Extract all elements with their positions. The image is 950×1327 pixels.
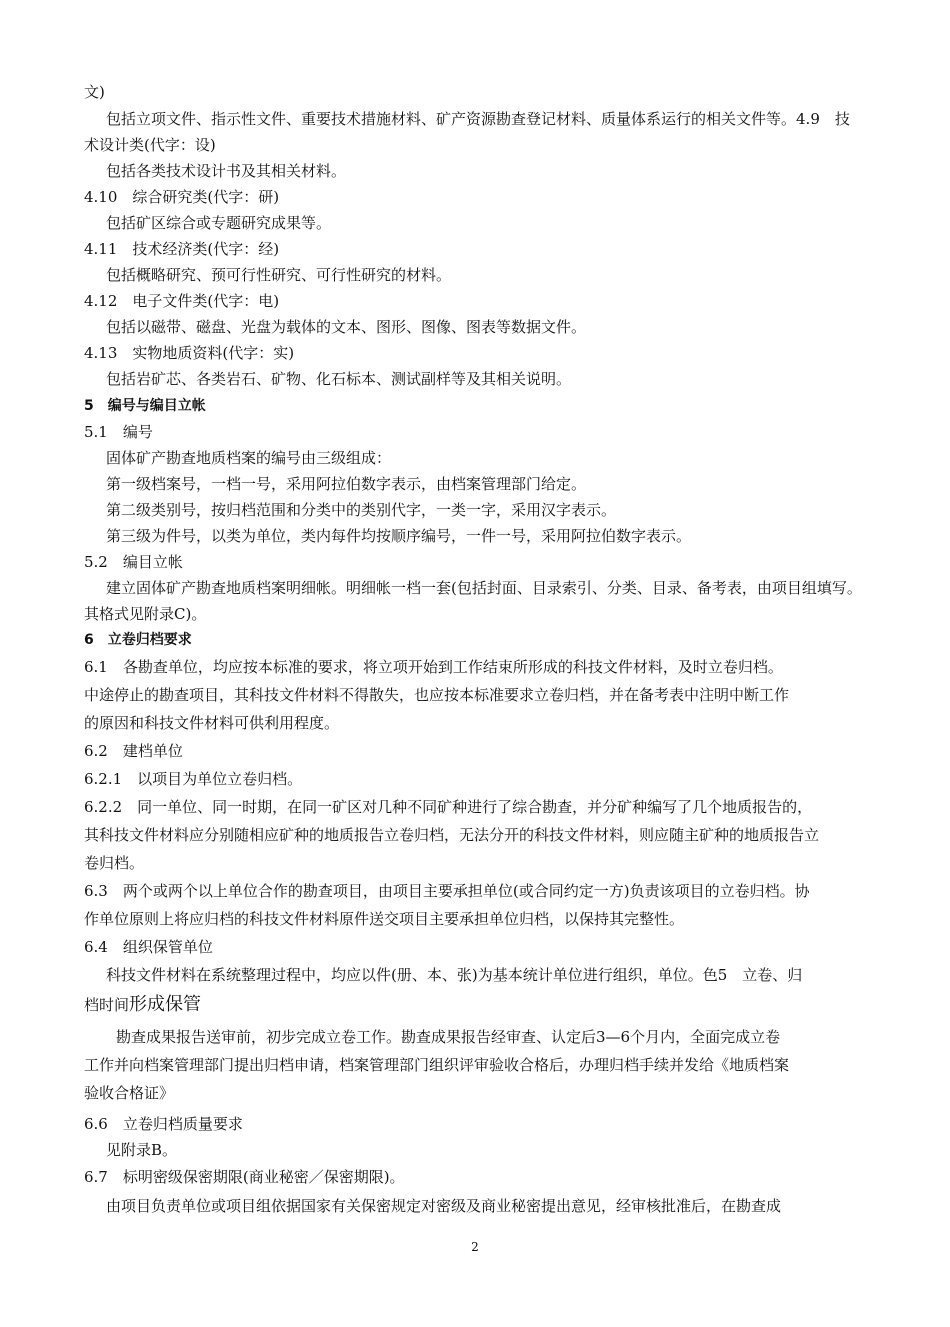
section-heading: 6.7 标明密级保密期限(商业秘密／保密期限)。 [84,1168,405,1186]
text-line: 固体矿产勘查地质档案的编号由三级组成： [106,449,392,467]
section-heading: 6.2 建档单位 [84,742,183,760]
section-heading: 5.2 编目立帐 [84,553,183,571]
section-heading: 5.1 编号 [84,423,153,441]
text-line: 6.2.2 同一单位、同一时期，在同一矿区对几种不同矿种进行了综合勘查，并分矿种编写了几个地质报告的， [84,798,813,816]
text-line: 包括立项文件、指示性文件、重要技术措施材料、矿产资源勘查登记材料、质量体系运行的相关文件等。4.9 技 [106,110,850,128]
text-line: 6.3 两个或两个以上单位合作的勘查项目，由项目主要承担单位(或合同约定一方)负责该项目的立卷归档。协 [84,882,810,900]
text-line: 验收合格证》 [84,1084,175,1102]
text-line: 其格式见附录C)。 [84,605,207,623]
text-line: 建立固体矿产勘查地质档案明细帐。明细帐一档一套(包括封面、目录索引、分类、目录、备考表，由项目组填写。 [106,579,862,597]
page-number: 2 [471,1240,479,1254]
text-line: 文) [84,83,105,101]
text-line: 作单位原则上将应归档的科技文件材料原件送交项目主要承担单位归档，以保持其完整性。 [84,910,685,928]
chapter-heading: 5 编号与编目立帐 [84,398,206,414]
text-line: 6.2.1 以项目为单位立卷归档。 [84,770,303,788]
section-heading: 4.13 实物地质资料(代字：实) [84,344,295,362]
text-line: 卷归档。 [84,854,145,872]
text-line: 包括矿区综合或专题研究成果等。 [106,214,332,232]
text-line: 由项目负责单位或项目组依据国家有关保密规定对密级及商业秘密提出意见，经审核批准后，在勘查成 [106,1197,782,1215]
text-line: 第二级类别号，按归档范围和分类中的类别代字，一类一字，采用汉字表示。 [106,501,617,519]
section-heading: 6.6 立卷归档质量要求 [84,1115,243,1133]
text-line: 的原因和科技文件材料可供利用程度。 [84,714,340,732]
text-line: 勘查成果报告送审前，初步完成立卷工作。勘查成果报告经审查、认定后3—6个月内，全面完成立卷 [116,1028,781,1046]
text-line: 包括以磁带、磁盘、光盘为载体的文本、图形、图像、图表等数据文件。 [106,318,587,336]
text-fragment-large: 形成保管 [129,994,202,1015]
text-line-mixed [84,995,201,1015]
text-line: 包括岩矿芯、各类岩石、矿物、化石标本、测试副样等及其相关说明。 [106,370,572,388]
text-line: 6.1 各勘查单位，均应按本标准的要求，将立项开始到工作结束所形成的科技文件材料，及时立卷归档。 [84,658,783,676]
text-line: 中途停止的勘查项目，其科技文件材料不得散失，也应按本标准要求立卷归档，并在备考表中注明中断工作 [84,686,790,704]
text-line: 包括概略研究、预可行性研究、可行性研究的材料。 [106,266,452,284]
chapter-heading: 6 立卷归档要求 [84,632,192,648]
text-line: 第三级为件号，以类为单位，类内每件均按顺序编号，一件一号，采用阿拉伯数字表示。 [106,527,692,545]
text-line: 第一级档案号，一档一号，采用阿拉伯数字表示，由档案管理部门给定。 [106,475,587,493]
section-heading: 4.12 电子文件类(代字：电) [84,292,280,310]
text-line: 工作并向档案管理部门提出归档申请，档案管理部门组织评审验收合格后，办理归档手续并发给《地质档案 [84,1056,790,1074]
text-line: 科技文件材料在系统整理过程中，均应以件(册、本、张)为基本统计单位进行组织，单位。色5 立卷、归 [106,966,803,984]
section-heading: 6.4 组织保管单位 [84,938,213,956]
text-fragment: 档时间 [84,996,130,1014]
section-heading: 4.11 技术经济类(代字：经) [84,240,280,258]
text-line: 见附录B。 [106,1141,178,1159]
text-line: 术设计类(代字：设) [84,136,216,154]
text-line: 包括各类技术设计书及其相关材料。 [106,162,347,180]
text-line: 其科技文件材料应分别随相应矿种的地质报告立卷归档，无法分开的科技文件材料，则应随主矿种的地质报告立 [84,826,820,844]
section-heading: 4.10 综合研究类(代字：研) [84,188,280,206]
